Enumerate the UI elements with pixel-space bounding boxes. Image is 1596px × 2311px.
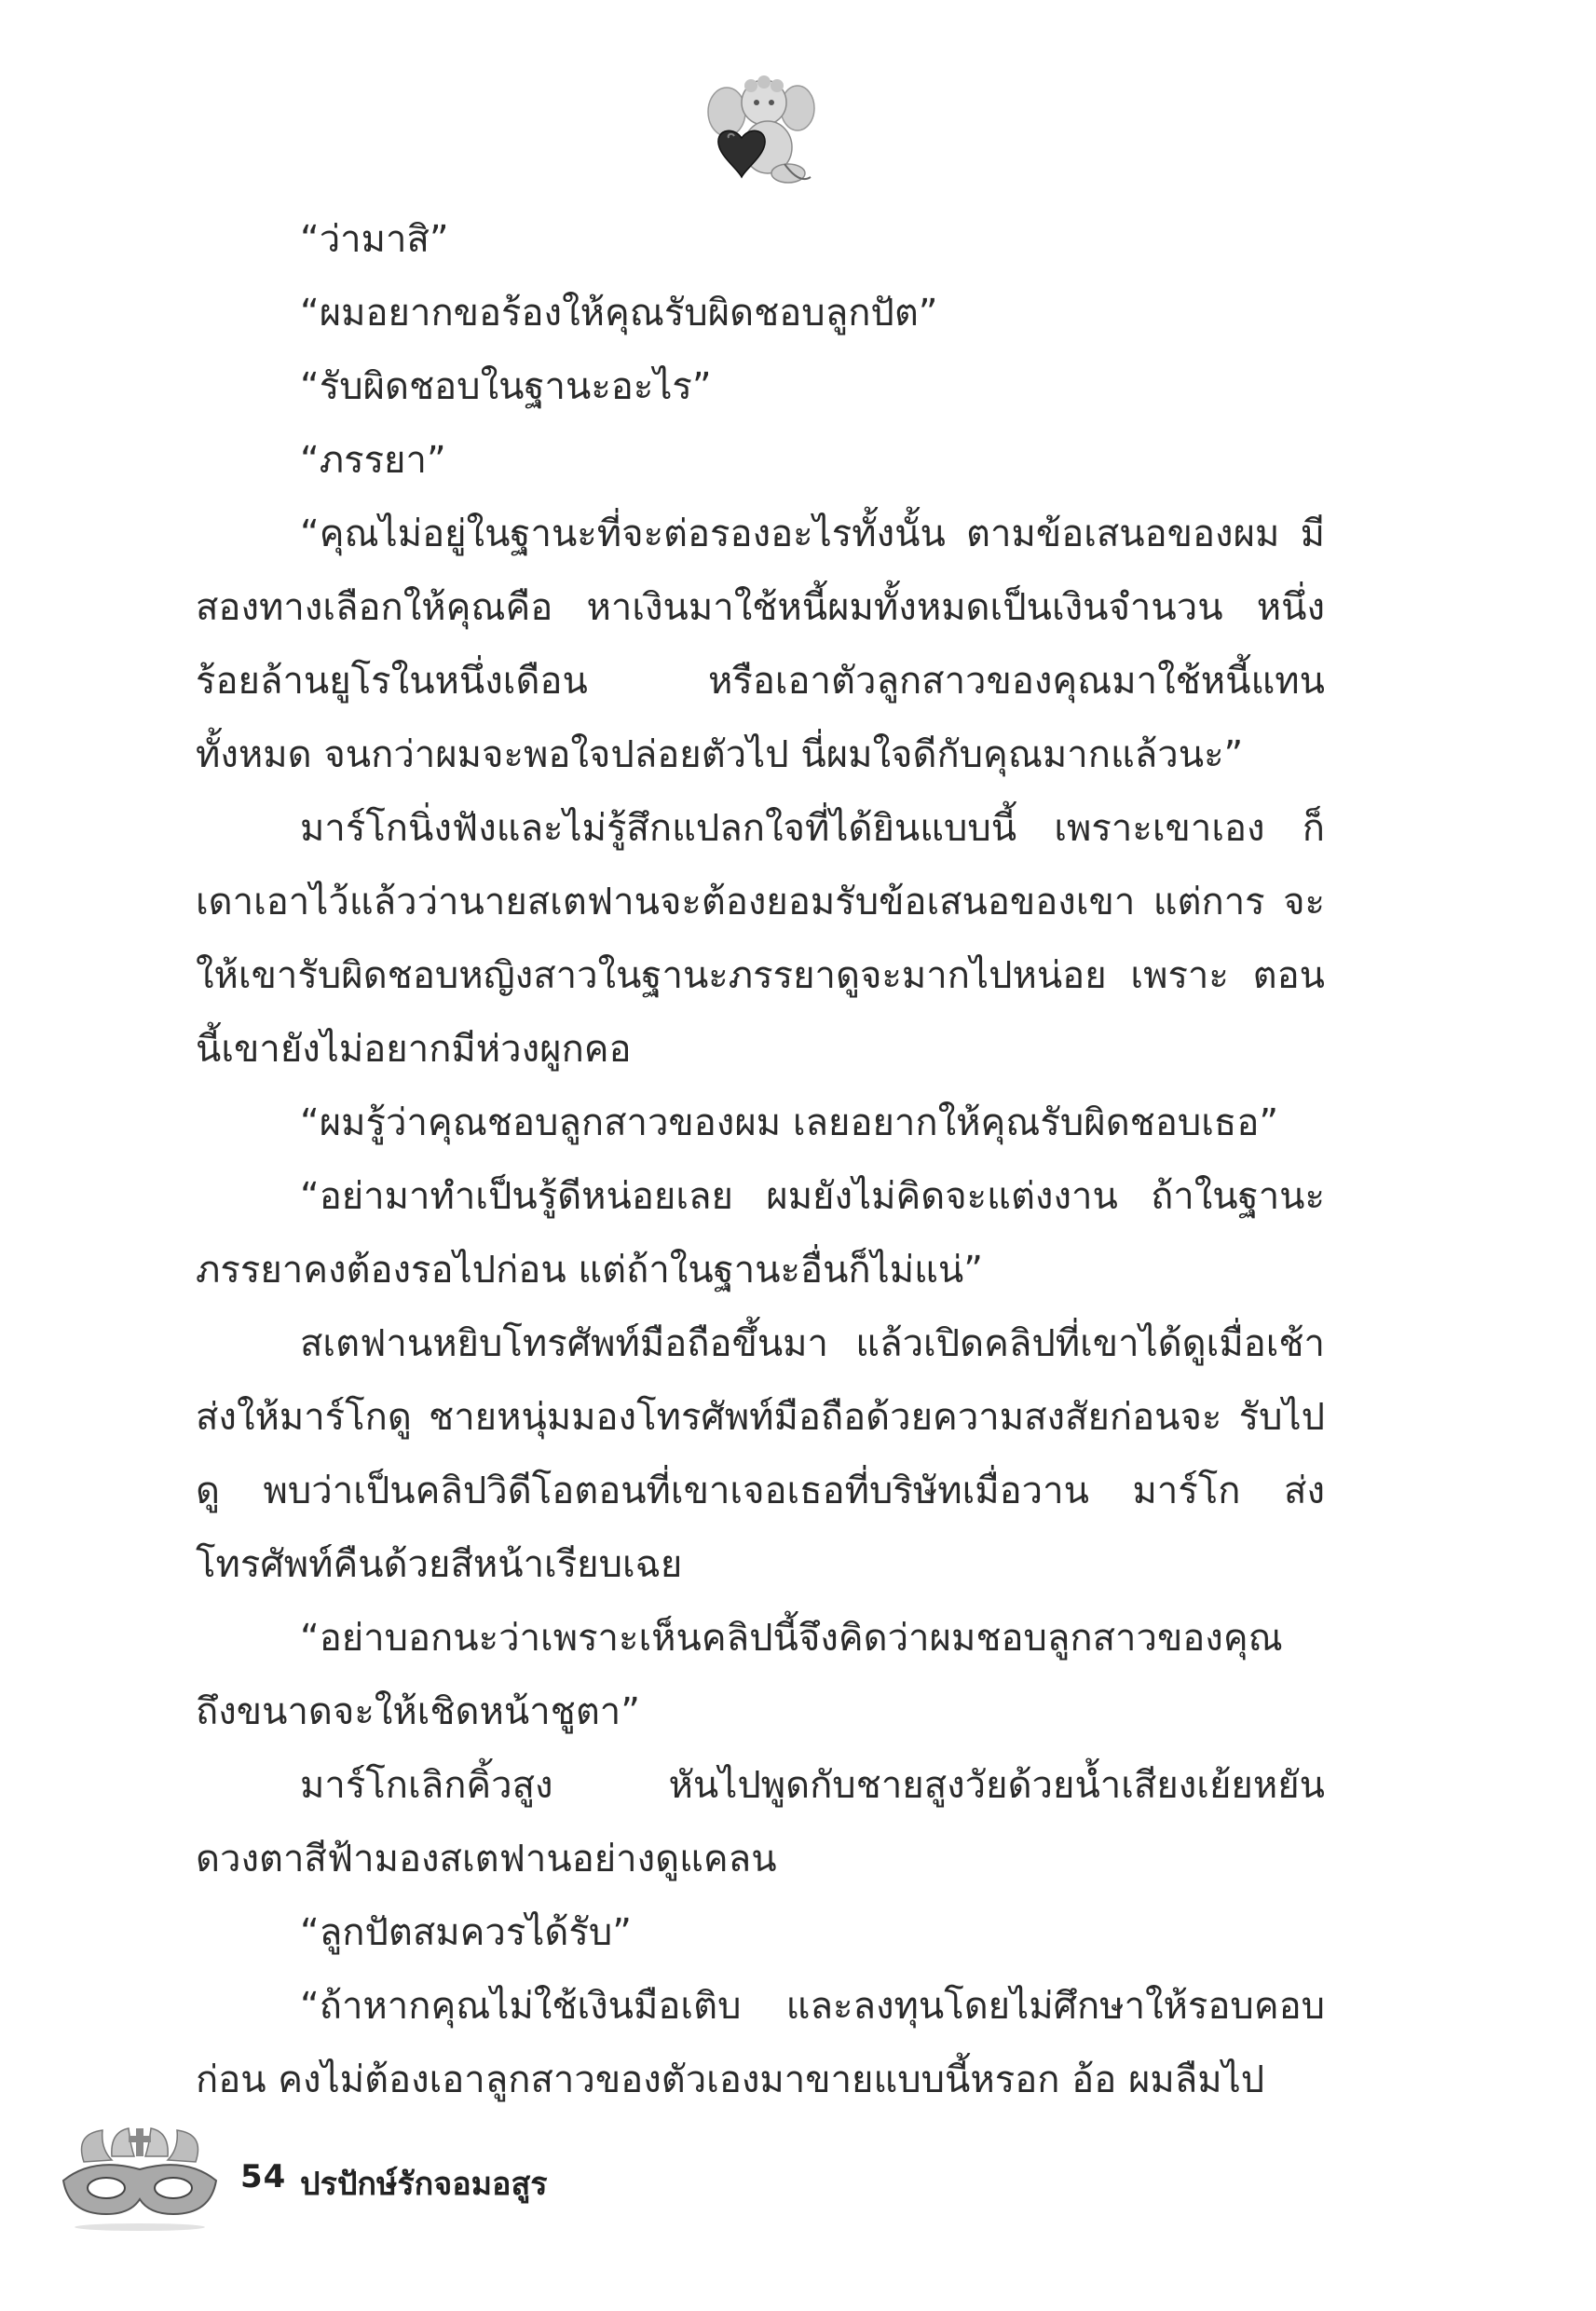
paragraph: มาร์โกนิ่งฟังและไม่รู้สึกแปลกใจที่ได้ยินแบบนี้ เพราะเขาเอง ก็เดาเอาไว้แล้วว่านายสเตฟานจะต้องยอมรับข้อเสนอของเขา แต่การ จะให้เขารับผิดชอบหญิงสาวในฐานะภรรยาดูจะมากไปหน่อย เพราะ ตอนนี้เขายังไม่อยากมีห่วงผูกคอ — [196, 807, 1325, 1071]
masquerade-mask-icon — [56, 2125, 224, 2232]
paragraph: มาร์โกเลิกคิ้วสูง หันไปพูดกับชายสูงวัยด้วยน้ำเสียงเย้ยหยัน ดวงตาสีฟ้ามองสเตฟานอย่างดูแคลน — [196, 1764, 1325, 1880]
body-text — [196, 203, 1325, 2117]
page-number: 54 — [240, 2158, 287, 2195]
paragraph: “ภรรยา” — [300, 439, 446, 482]
paragraph: “อย่ามาทำเป็นรู้ดีหน่อยเลย ผมยังไม่คิดจะแต่งงาน ถ้าในฐานะ ภรรยาคงต้องรอไปก่อน แต่ถ้าในฐานะอื่นก็ไม่แน่” — [196, 1175, 1325, 1292]
paragraph: “รับผิดชอบในฐานะอะไร” — [300, 365, 712, 408]
paragraph: “ถ้าหากคุณไม่ใช้เงินมือเติบ และลงทุนโดยไม่ศึกษาให้รอบคอบ ก่อน คงไม่ต้องเอาลูกสาวของตัวเองมาขายแบบนี้หรอก อ้อ ผมลืมไป — [196, 1985, 1325, 2101]
paragraph: “ลูกปัตสมควรได้รับ” — [300, 1911, 632, 1954]
page-footer — [48, 2125, 701, 2236]
paragraph: “ผมรู้ว่าคุณชอบลูกสาวของผม เลยอยากให้คุณรับผิดชอบเธอ” — [300, 1101, 1279, 1144]
cupid-heart-icon — [706, 73, 818, 194]
paragraph: “ว่ามาสิ” — [300, 218, 449, 261]
paragraph: “ผมอยากขอร้องให้คุณรับผิดชอบลูกปัต” — [300, 292, 938, 335]
paragraph: สเตฟานหยิบโทรศัพท์มือถือขึ้นมา แล้วเปิดคลิปที่เขาได้ดูเมื่อเช้า ส่งให้มาร์โกดู ชายหนุ่มมองโทรศัพท์มือถือด้วยความสงสัยก่อนจะ รับไปดู พบว่าเป็นคลิปวิดีโอตอนที่เขาเจอเธอที่บริษัทเมื่อวาน มาร์โก ส่งโทรศัพท์คืนด้วยสีหน้าเรียบเฉย — [196, 1322, 1325, 1586]
book-title: ปรปักษ์รักจอมอสูร — [300, 2166, 548, 2203]
paragraph: “อย่าบอกนะว่าเพราะเห็นคลิปนี้จึงคิดว่าผมชอบลูกสาวของคุณ ถึงขนาดจะให้เชิดหน้าชูตา” — [196, 1617, 1283, 1733]
paragraph: “คุณไม่อยู่ในฐานะที่จะต่อรองอะไรทั้งนั้น ตามข้อเสนอของผม มีสองทางเลือกให้คุณคือ หาเงินมาใช้หนี้ผมทั้งหมดเป็นเงินจำนวน หนึ่งร้อยล้านยูโรในหนึ่งเดือน หรือเอาตัวลูกสาวของคุณมาใช้หนี้แทน ทั้งหมด จนกว่าผมจะพอใจปล่อยตัวไป นี่ผมใจดีกับคุณมากแล้วนะ” — [196, 513, 1325, 776]
